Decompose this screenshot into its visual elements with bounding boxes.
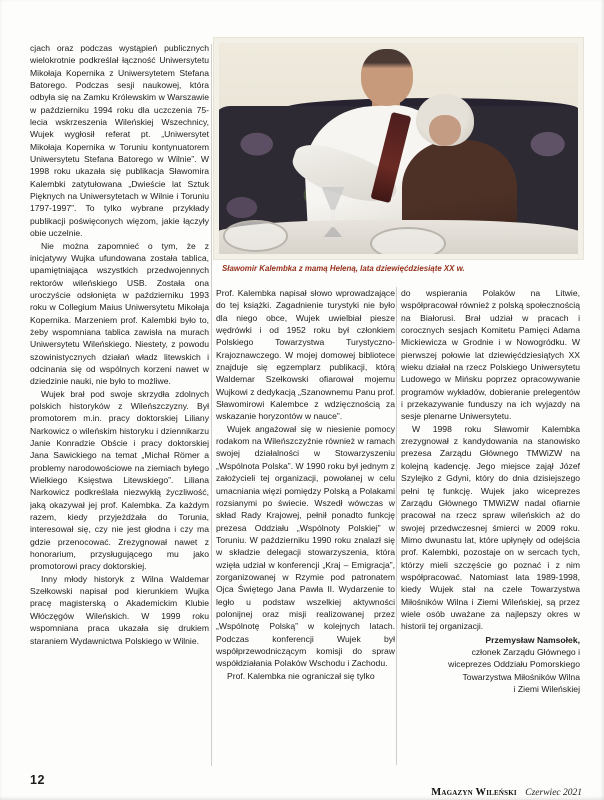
paragraph: Nie można zapomnieć o tym, że z inicjatywy Wujka ufundowana została tablica, upamiętniająca wszystkich przedwojennych rektorów wileńskiego USB. Została ona uroczyście odsłonięta w październiku 1993 roku w Collegium Maius Uniwersytetu Mikołaja Kopernika. Marzeniem prof. Kalembki było to, żeby wspomniana tablica zawisła na murach Uniwersytetu Wileńskiego. Niestety, z powodu szowinistycznych działań władz litewskich i odcinania się od wspólnych korzeni nawet w dziedzinie nauki, nie było to możliwe.: [30, 240, 209, 387]
author-title-line: wiceprezes Oddziału Pomorskiego: [448, 659, 580, 670]
text-column-1: [30, 42, 209, 754]
photo-image: [219, 43, 578, 254]
paragraph: Wujek brał pod swoje skrzydła zdolnych polskich historyków z Wileńszczyzny. Był promotorem m.in. pracy doktorskiej Liliany Narkowicz o wileńskim historyku i dziennikarzu Janie Konradzie Obście i pracy doktorskiej Jana Sawickiego na temat „Michał Römer a problemy narodowościowe na ziemiach byłego Wielkiego Księstwa Litewskiego”. Liliana Narkowicz podkreślała niezwykłą życzliwość, jaką okazywał jej prof. Kalembka. Za każdym razem, kiedy przyjeżdżała do Torunia, interesował się, czy nie jest głodna i czy ma gdzie przenocować. Zrezygnował nawet z honorarium, przysługującego mu jako promotorowi pracy doktorskiej.: [30, 388, 209, 572]
photo-man-head: [361, 49, 413, 106]
issue-date: Czerwiec 2021: [525, 788, 582, 798]
photo: [214, 38, 583, 259]
paragraph: Prof. Kalembka napisał słowo wprowadzające do tej książki. Zagadnienie turystyki nie było dla niego obce, Wujek uwielbiał piesze wędrówki i od 1952 roku był członkiem Polskiego Towarzystwa Turystyczno-Krajoznawczego. W mojej domowej bibliotece znajduje się egzemplarz publikacji, którą Waldemar Szełkowski ofiarował mojemu Wujkowi z dedykacją „Szanownemu Panu prof. Sławomirowi Kalembce z wdzięcznością za wskazanie horyzontów w nauce”.: [216, 288, 395, 422]
text-column-2: [216, 287, 395, 765]
paragraph: cjach oraz podczas wystąpień publicznych wielokrotnie podkreślał łączność Uniwersytetu Mikołaja Kopernika z Uniwersytetem Stefana Batorego. Podczas sesji naukowej, która odbyła się na Zamku Królewskim w Warszawie w październiku 1994 roku dla uczczenia 75-lecia wskrzeszenia Wileńskiej Wszechnicy, Wujek wygłosił referat pt. „Uniwersytet Mikołaja Kopernika w Toruniu kontynuatorem Uniwersytetu Stefana Batorego w Wilnie”. W 1998 roku ukazała się publikacja Sławomira Kalembki zatytułowana „Dwieście lat Sztuk Pięknych na Uniwersytetach w Wilnie i Toruniu 1797-1997”. To tylko wybrane przykłady publikacji poświęconych więzom, jakie łączyły obie uczelnie.: [30, 43, 209, 239]
paragraph: do wspierania Polaków na Litwie, współpracował również z polską społecznością na Białorusi. Brał udział w pracach i corocznych sesjach Komitetu Pamięci Adama Mickiewicza w Grodnie i w Nowogródku. W pierwszej połowie lat dziewięćdziesiątych XX wieku działał na rzecz Polskiego Uniwersytetu Ludowego w Mińsku poprzez opracowywanie programów wykładów, dobieranie prelegentów i przekazywanie funduszy na ich wyjazdy na sesje plenarne Uniwersytetu.: [401, 288, 580, 422]
paragraph: Wujek angażował się w niesienie pomocy rodakom na Wileńszczyźnie również w ramach swojej działalności w Stowarzyszeniu „Wspólnota Polska”. W 1990 roku był jednym z założycieli tej organizacji, powołanej w celu umacniania więzi pomiędzy Polską a Polakami rozsianymi po świecie. Wszedł wówczas w skład Rady Krajowej, pełnił ponadto funkcję prezesa Oddziału „Wspólnoty Polskiej” w Toruniu. W październiku 1990 roku znalazł się w składzie delegacji stowarzyszenia, która wzięła udział w konferencji „Kraj – Emigracja”, zorganizowanej w Rzymie pod patronatem Ojca Świętego Jana Pawła II. Wydarzenie to legło u podstaw wszelkiej aktywności polonijnej oraz misji realizowanej przez „Wspólnotę Polską” w kolejnych latach. Podczas konferencji Wujek był współprzewodniczącym komisji do spraw współdziałania Polaków Wschodu i Zachodu.: [216, 423, 395, 669]
photo-caption: Sławomir Kalembka z mamą Heleną, lata dziewięćdziesiąte XX w.: [222, 264, 465, 273]
paragraph: Inny młody historyk z Wilna Waldemar Szełkowski napisał pod kierunkiem Wujka pracę magisterską o Akademickim Klubie Włóczęgów Wileńskich. W 1999 roku wspomniana praca ukazała się drukiem staraniem Wydawnictwa Polskiego w Wilnie.: [30, 573, 209, 646]
text-column-3: [401, 287, 580, 765]
column-divider: [396, 287, 397, 765]
paragraph: W 1998 roku Sławomir Kalembka zrezygnował z kandydowania na stanowisko prezesa Zarządu Głównego TMWiZW na kolejną kadencję. Jego miejsce zajął Józef Szylejko z Gdyni, który do dnia dzisiejszego pełni tę funkcję. Wujek jako wiceprezes Zarządu Głównego TMWiZW nadal ofiarnie pracował na rzecz spraw wileńskich aż do swojej przedwczesnej śmierci w 2009 roku. Mimo dwunastu lat, które upłynęły od odejścia prof. Kalembki, pozostaje on w sercach tych, którzy mieli szczęście go poznać i z nim współpracować. Natomiast lata 1989-1998, kiedy Wujek stał na czele Towarzystwa Miłośników Wilna i Ziemi Wileńskiej, są przez wiele osób uważane za najlepszy okres w historii tej organizacji.: [401, 423, 580, 632]
author-title-line: i Ziemi Wileńskiej: [513, 684, 580, 694]
column-divider: [211, 44, 212, 766]
paragraph: Prof. Kalembka nie ograniczał się tylko: [227, 670, 375, 681]
author-name: Przemysław Namsołek,: [485, 634, 580, 645]
author-title-line: Towarzystwa Miłośników Wilna: [462, 671, 580, 682]
footer: [320, 782, 582, 800]
author-title-line: członek Zarządu Głównego i: [471, 646, 580, 657]
page-number: 12: [30, 773, 45, 787]
photo-glass-bowl: [223, 220, 288, 251]
magazine-logo: Magazyn Wileński: [431, 787, 517, 798]
photo-glass-bowl: [370, 227, 446, 254]
author-signature: [401, 634, 580, 696]
